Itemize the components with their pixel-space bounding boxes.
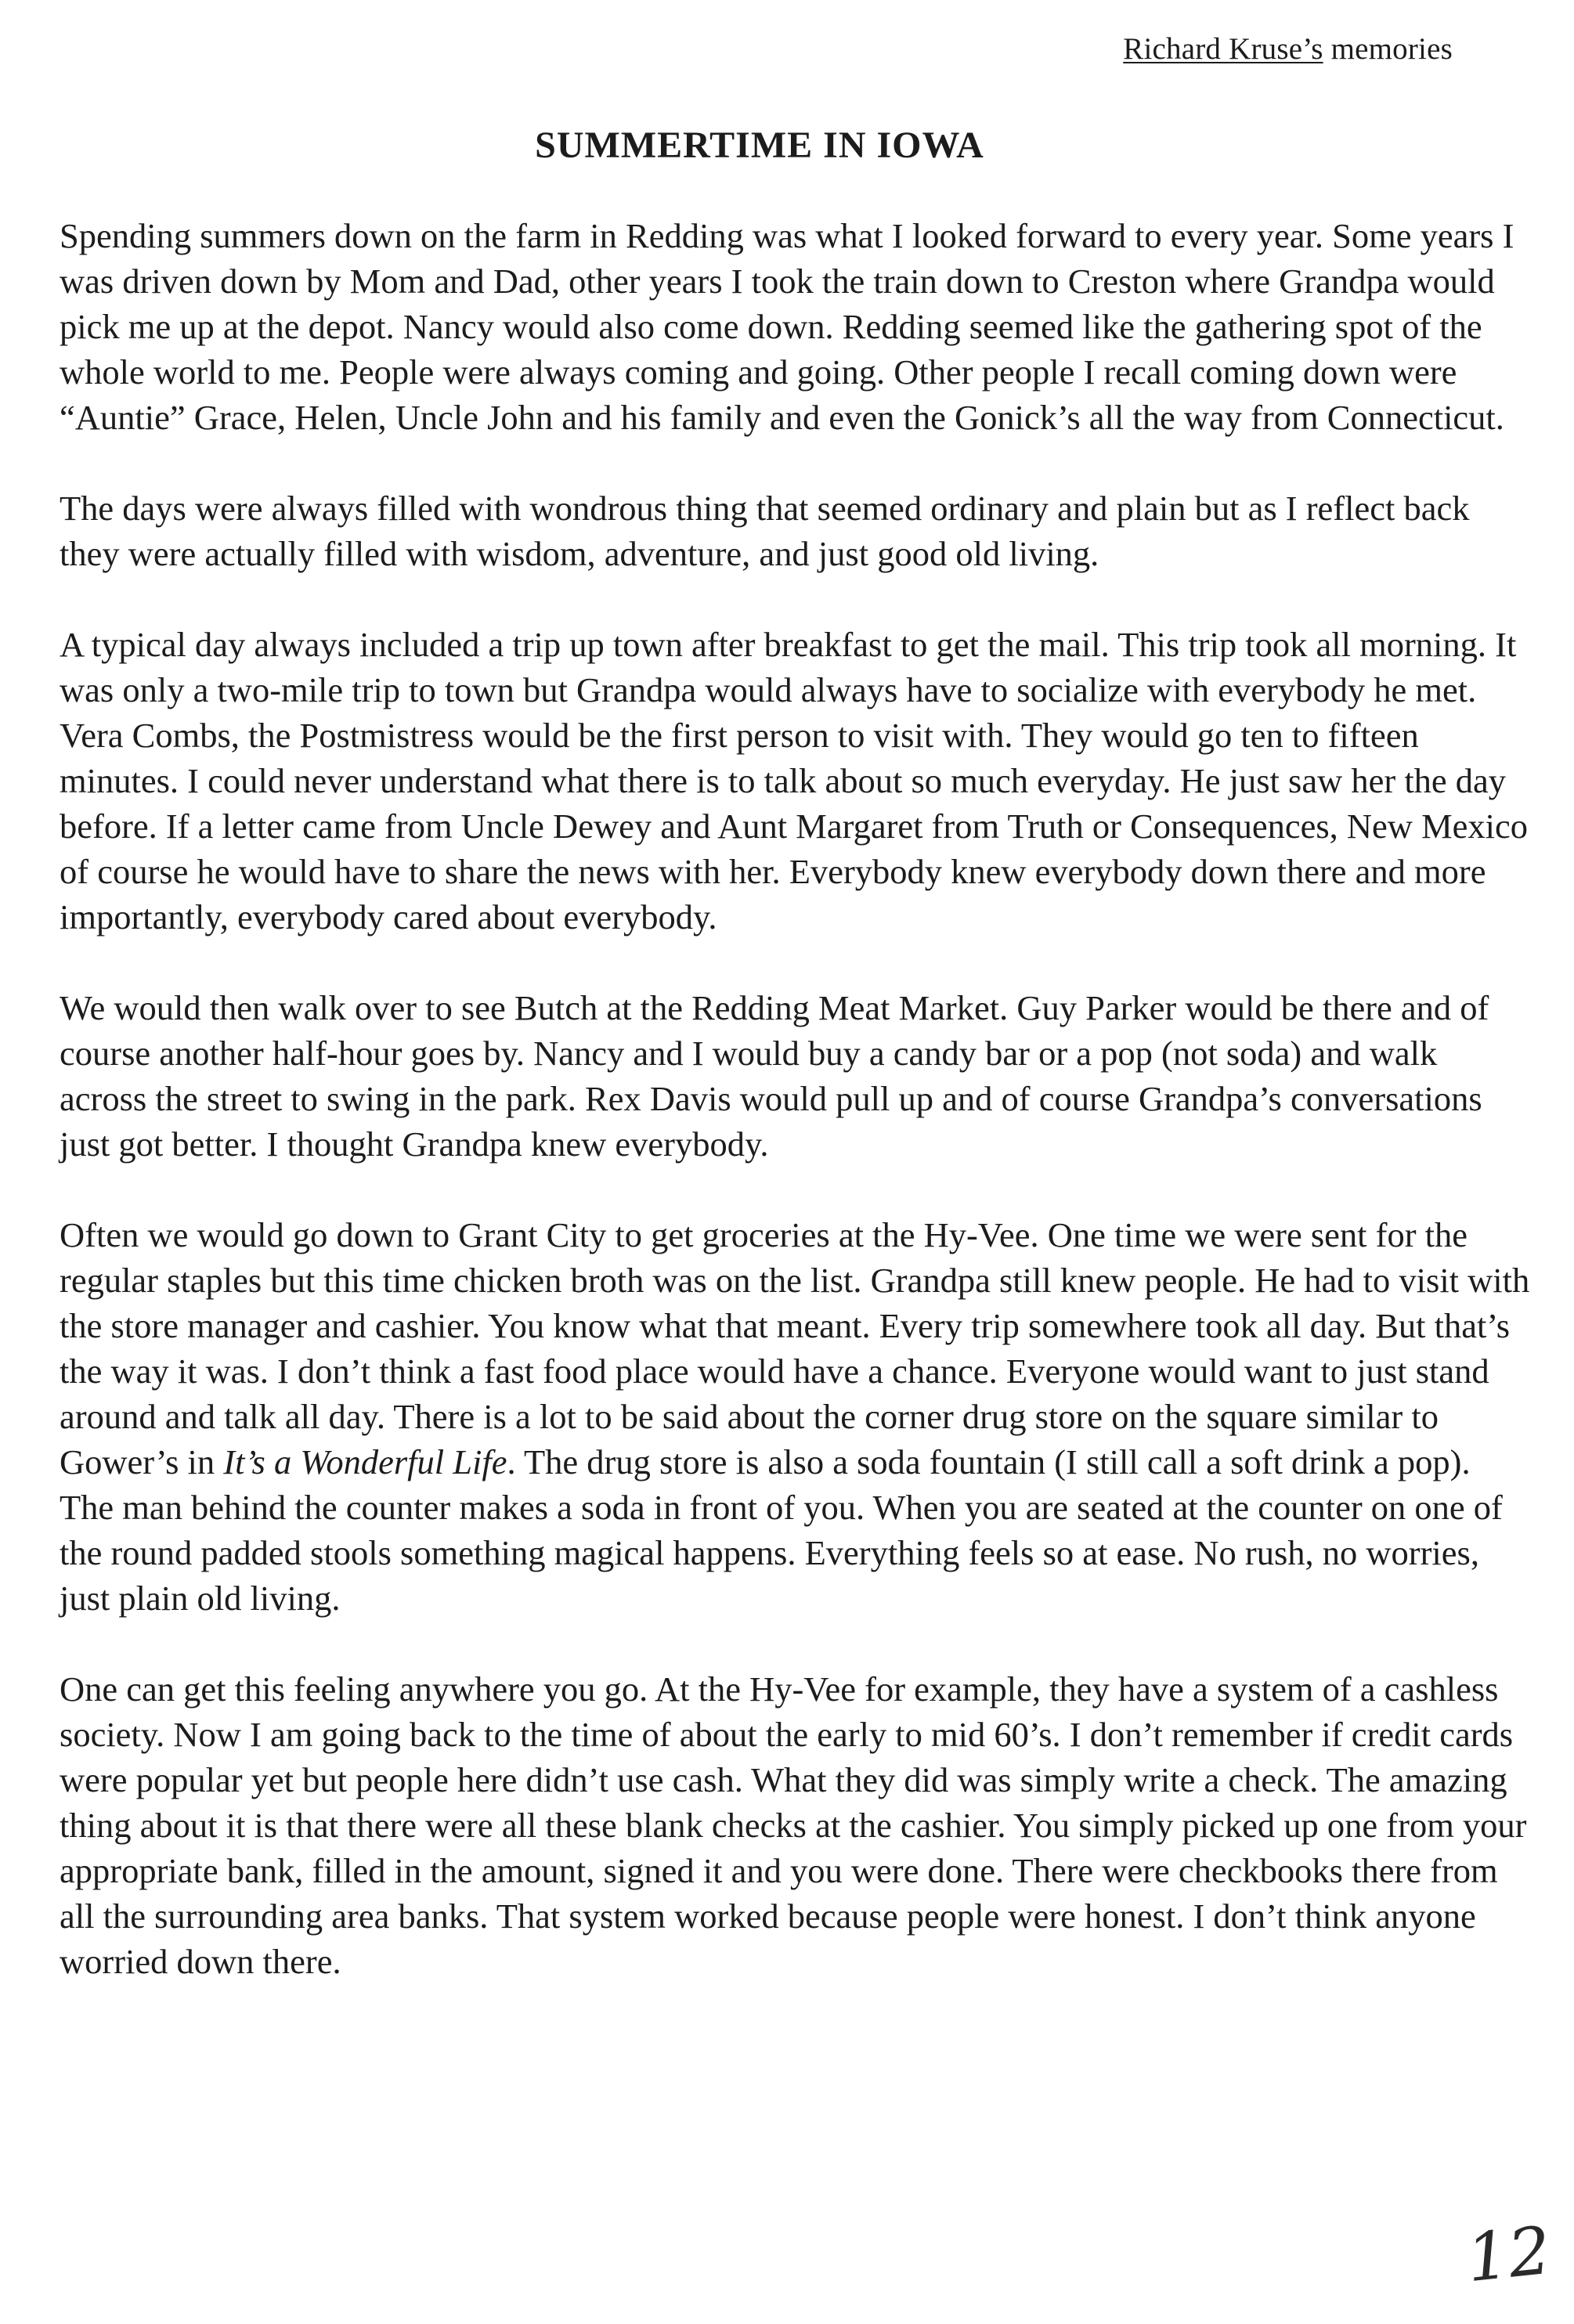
film-title-italic: It’s a Wonderful Life [223,1442,507,1481]
paragraph-1: Spending summers down on the farm in Redding was what I looked forward to every year. Some years I was driven down by Mom and Dad, other years I took the train down to Creston where Grandpa would pick me up at the depot. Nancy would also come down. Redding seemed like the gathering spot of the whole world to me. People were always coming and going. Other people I recall coming down were “Auntie” Grace, Helen, Uncle John and his family and even the Gonick’s all the way from Connecticut. [60,216,1514,437]
paragraph-5 [60,1212,1532,1621]
handwritten-page-number: 12 [1463,2211,1554,2297]
running-header [1123,31,1453,67]
header-suffix: memories [1330,32,1453,66]
paragraph-2: The days were always filled with wondrous thing that seemed ordinary and plain but as I reflect back they were actually filled with wisdom, adventure, and just good old living. [60,489,1470,573]
paragraph-5-text-after: . The drug store is also a soda fountain (I still call a soft drink a pop). The man behind the counter makes a soda in front of you. When you are seated at the counter on one of the round padded stools something magical happens. Everything feels so at ease. No rush, no worries, just plain old living. [60,1442,1503,1618]
paragraph-4: We would then walk over to see Butch at the Redding Meat Market. Guy Parker would be there and of course another half-hour goes by. Nancy and I would buy a candy bar or a pop (not soda) and walk across the street to swing in the park. Rex Davis would pull up and of course Grandpa’s conversations just got better. I thought Grandpa knew everybody. [60,988,1489,1164]
paragraph-6: One can get this feeling anywhere you go. At the Hy-Vee for example, they have a system of a cashless society. Now I am going back to the time of about the early to mid 60’s. I don’t remember if credit cards were popular yet but people here didn’t use cash. What they did was simply write a check. The amazing thing about it is that there were all these blank checks at the cashier. You simply picked up one from your appropriate bank, filled in the amount, signed it and you were done. There were checkbooks there from all the surrounding area banks. That system worked because people were honest. I don’t think anyone worried down there. [60,1669,1527,1981]
header-author: Richard Kruse’s [1123,32,1323,66]
paragraph-3: A typical day always included a trip up town after breakfast to get the mail. This trip took all morning. It was only a two-mile trip to town but Grandpa would always have to socialize with everybody he met. Vera Combs, the Postmistress would be the first person to visit with. They would go ten to fifteen minutes. I could never understand what there is to talk about so much everyday. He just saw her the day before. If a letter came from Uncle Dewey and Aunt Margaret from Truth or Consequences, New Mexico of course he would have to share the news with her. Everybody knew everybody down there and more importantly, everybody cared about everybody. [60,625,1528,936]
document-body [60,213,1532,1984]
page-title: SUMMERTIME IN IOWA [535,125,984,166]
paragraph-5-text-before: Often we would go down to Grant City to get groceries at the Hy-Vee. One time we were sent for the regular staples but this time chicken broth was on the list. Grandpa still knew people. He had to visit with the store manager and cashier. You know what that meant. Every trip somewhere took all day. But that’s the way it was. I don’t think a fast food place would have a chance. Everyone would want to just stand around and talk all day. There is a lot to be said about the corner drug store on the square similar to Gower’s in [60,1215,1530,1481]
